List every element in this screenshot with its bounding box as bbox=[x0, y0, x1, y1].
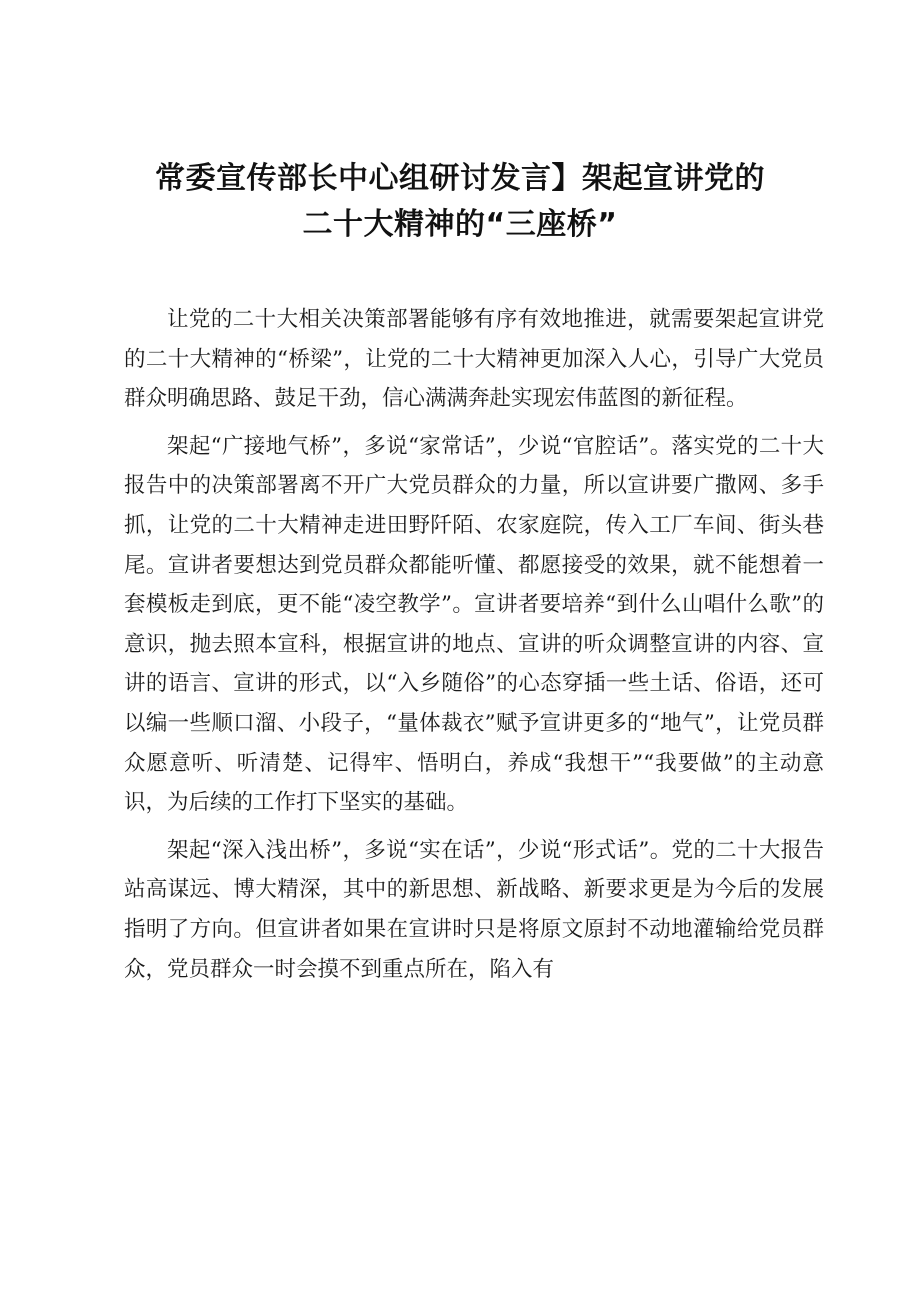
document-body bbox=[124, 300, 824, 997]
title-line-2: 二十大精神的“三座桥” bbox=[302, 207, 618, 242]
paragraph-intro: 让党的二十大相关决策部署能够有序有效地推进，就需要架起宣讲党的二十大精神的“桥梁”，让党的二十大精神更加深入人心，引导广大党员群众明确思路、鼓足干劲，信心满满奔赴实现宏伟蓝图的新征程。 bbox=[124, 307, 824, 412]
title-line-1: 常委宣传部长中心组研讨发言】架起宣讲党的 bbox=[155, 161, 765, 196]
paragraph-accessible-bridge: 架起“深入浅出桥”，多说“实在话”，少说“形式话”。党的二十大报告站高谋远、博大精深，其中的新思想、新战略、新要求更是为今后的发展指明了方向。但宣讲者如果在宣讲时只是将原文原封不动地灌输给党员群众，党员群众一时会摸不到重点所在，陷入有 bbox=[124, 837, 824, 982]
paragraph-grounded-bridge: 架起“广接地气桥”，多说“家常话”，少说“官腔话”。落实党的二十大报告中的决策部署离不开广大党员群众的力量，所以宣讲要广撒网、多手抓，让党的二十大精神走进田野阡陌、农家庭院，传入工厂车间、街头巷尾。宣讲者要想达到党员群众都能听懂、都愿接受的效果，就不能想着一套模板走到底，更不能“凌空教学”。宣讲者要培养“到什么山唱什么歌”的意识，抛去照本宣科，根据宣讲的地点、宣讲的听众调整宣讲的内容、宣讲的语言、宣讲的形式，以“入乡随俗”的心态穿插一些土话、俗语，还可以编一些顺口溜、小段子，“量体裁衣”赋予宣讲更多的“地气”，让党员群众愿意听、听清楚、记得牢、悟明白，养成“我想干”“我要做”的主动意识，为后续的工作打下坚实的基础。 bbox=[124, 433, 824, 816]
document-title bbox=[100, 156, 820, 248]
